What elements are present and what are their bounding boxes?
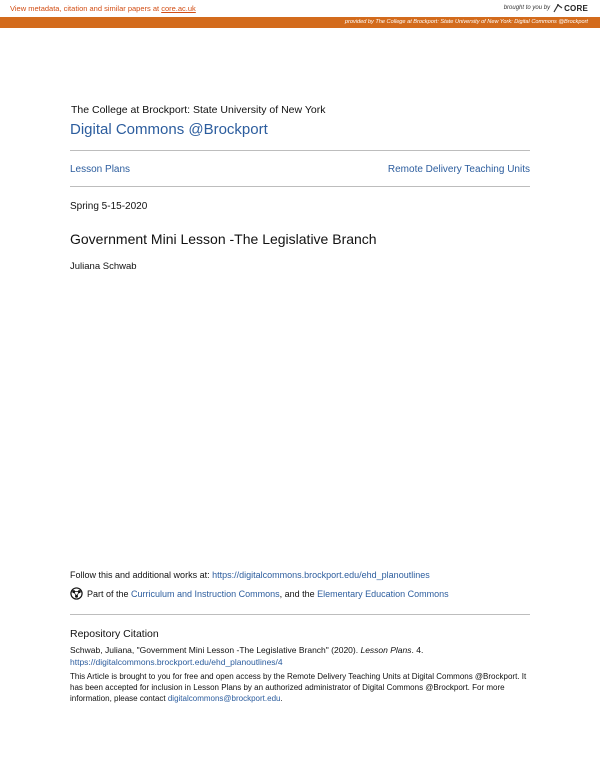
follow-line [70,570,430,580]
document-title: Government Mini Lesson -The Legislative Branch [70,231,377,247]
core-logo-icon [553,3,563,13]
divider-footer [70,614,530,615]
elementary-commons-link[interactable]: Elementary Education Commons [317,588,449,599]
statement-end: . [280,694,283,703]
core-link[interactable]: core.ac.uk [161,4,196,13]
citation-text: Schwab, Juliana, "Government Mini Lesson -The Legislative Branch" (2020). [70,645,361,655]
statement-text: This Article is brought to you for free and open access by the Remote Delivery Teaching Units at Digital Commons @Brockport. It has been accepted for inclusion in Lesson Plans by an authorized administrator of Digital Commons @Brockport. For more information, please contact [70,672,527,703]
core-brought-by [504,3,588,13]
repository-name[interactable]: Digital Commons @Brockport [70,121,268,138]
part-of-mid: , and the [279,588,318,599]
brought-by-text: brought to you by [503,5,551,11]
core-logo[interactable] [553,3,588,13]
publication-date: Spring 5-15-2020 [70,201,148,212]
contact-email-link[interactable]: digitalcommons@brockport.edu [167,694,281,703]
part-of-prefix: Part of the [87,588,132,599]
follow-url-link[interactable]: https://digitalcommons.brockport.edu/ehd_planoutlines [212,570,430,580]
core-metadata-prefix: View metadata, citation and similar papers at [10,4,162,13]
network-icon [70,587,83,600]
divider-nav [70,186,530,187]
lesson-plans-link[interactable]: Lesson Plans [70,164,131,175]
author-name: Juliana Schwab [70,261,137,272]
citation-series: Lesson Plans [360,645,412,655]
remote-delivery-link[interactable]: Remote Delivery Teaching Units [387,164,530,175]
core-banner [0,0,600,17]
citation-heading: Repository Citation [70,628,159,640]
access-statement [70,671,540,704]
follow-prefix: Follow this and additional works at: [70,570,213,580]
citation-number: . 4. [411,645,424,655]
institution-name: The College at Brockport: State University of New York [71,104,326,116]
divider-top [70,150,530,151]
citation-url-link[interactable]: https://digitalcommons.brockport.edu/ehd_planoutlines/4 [70,657,283,667]
part-of-line [70,587,449,600]
citation-block [70,644,540,668]
provided-by-bar [0,17,600,28]
core-logo-text: CORE [564,3,588,13]
provided-by-text: provided by The College at Brockport: State University of New York: Digital Commons @Brockport [344,18,588,25]
curriculum-commons-link[interactable]: Curriculum and Instruction Commons [131,588,280,599]
core-metadata-text [10,4,196,13]
